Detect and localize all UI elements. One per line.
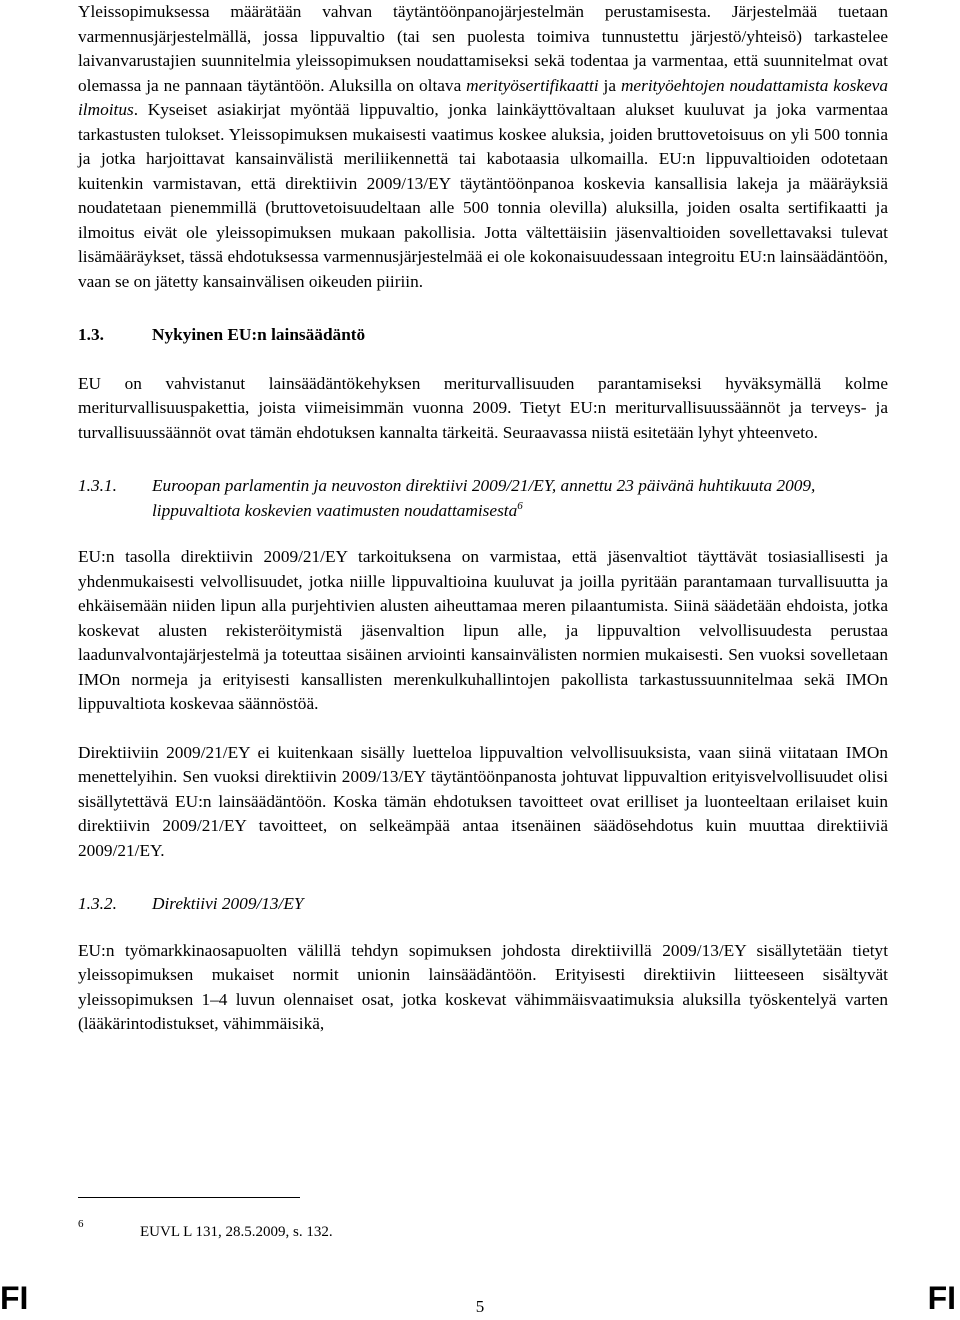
footnote [78,1218,333,1241]
intro-text-a: Yleissopimuksessa määrätään vahvan täytäntöönpanojärjestelmän perustamisesta. Järjestelmää tuetaan varmennusjärjestelmällä, jossa lippuvaltio (tai sen puolesta toimiva tunnustettu järjestö/yhteisö) tarkastelee laivanvarustajien suunnitelmia yleissopimuksen noudattamiseksi sekä todentaa ja varmentaa, että suunnitelmat ovat olemassa ja ne pannaan täytäntöön. Aluksilla on oltava [78,2,888,95]
intro-paragraph [78,0,888,294]
document-page [78,0,888,1037]
section-1-3-2-number: 1.3.2. [78,894,117,913]
section-1-3-1-paragraph-1: EU:n tasolla direktiivin 2009/21/EY tarkoituksena on varmistaa, että jäsenvaltiot täyttävät tosiasiallisesti ja yhdenmukaisesti velvollisuudet, jotka niille lippuvaltioina kuuluvat ja joilla pyritään parantamaan turvallisuutta ja ehkäisemään niiden lipun alla purjehtivien alusten aiheuttamaa meren pilaantumista. Siinä säädetään ehdoista, jotka koskevat alusten rekisteröitymistä jäsenvaltion lipun alle, ja lippuvaltion velvollisuudesta perustaa laadunvalvontajärjestelmä ja toteuttaa sisäinen arviointi kansainvälisten normien mukaisesti. Sen vuoksi sovelletaan IMOn normeja ja erityisesti kansallisten merenkulkuhallintojen pakollista tarkastussuunnitelmaa sekä IMOn lippuvaltiota koskevaa säännöstöä. [78,547,888,713]
section-1-3-1-heading [78,474,888,523]
section-1-3-1-number: 1.3.1. [78,476,117,495]
section-1-3-title: Nykyinen EU:n lainsäädäntö [152,325,366,344]
language-code-left: FI [0,1280,29,1316]
footnote-divider [78,1197,300,1198]
language-code-right: FI [927,1280,956,1316]
section-1-3-body: EU on vahvistanut lainsäädäntökehyksen meriturvallisuuden parantamiseksi hyväksymällä kolme meriturvallisuuspakettia, joista viimeisimmän vuonna 2009. Tietyt EU:n meriturvallisuussäännöt ja terveys- ja turvallisuussäännöt ovat tämän ehdotuksen kannalta tärkeitä. Seuraavassa niistä esitetään lyhyt yhteenveto. [78,373,888,442]
section-1-3-2-paragraph-1: EU:n työmarkkinaosapuolten välillä tehdyn sopimuksen johdosta direktiivillä 2009/13/EY sisällytetään tietyt yleissopimuksen mukaiset normit unionin lainsäädäntöön. Erityisesti direktiivin liitteeseen sisältyvät yleissopimuksen 1–4 luvun olennaiset osat, jotka koskevat vähimmäisvaatimuksia aluksilla työskentelyä varten (lääkärintodistukset, vähimmäisikä, [78,940,888,1033]
footnote-number: 6 [78,1218,84,1230]
section-1-3-1-title: Euroopan parlamentin ja neuvoston direktiivi 2009/21/EY, annettu 23 päivänä huhtikuuta 2009, lippuvaltiota koskevien vaatimusten noudattamisesta [152,476,816,520]
section-1-3-heading [78,323,888,348]
footnote-reference[interactable]: 6 [517,499,523,512]
intro-text-c: . Kyseiset asiakirjat myöntää lippuvaltio, jonka lainkäyttövaltaan alukset kuuluvat ja joka varmentaa tarkastusten tulokset. Yleissopimuksen mukaisesti vaatimus koskee aluksia, joiden bruttovetoisuus on yli 500 tonnia ja jotka harjoittavat kansainvälistä meriliikennettä tai kabotaasia ulkomailla. EU:n lippuvaltioiden odotetaan kuitenkin varmistavan, että direktiivin 2009/13/EY täytäntöönpanoa koskevia kansallisia lakeja ja määräyksiä noudatetaan pienemmillä (bruttovetoisuudeltaan alle 500 tonnia olevilla) aluksilla, joiden osalta sertifikaatti ja ilmoitus eivät ole yleissopimuksen mukaan pakollisia. Jotta vältettäisiin jäsenvaltioiden sovellettavaksi tulevat lisämääräykset, tässä ehdotuksessa varmennusjärjestelmää ei ole kokonaisuudessaan integroitu EU:n lainsäädäntöön, vaan se on jätetty kansainvälisen oikeuden piiriin. [78,100,888,291]
page-number: 5 [475,1297,485,1316]
section-1-3-2-heading [78,892,888,917]
section-1-3-1-paragraph-2: Direktiiviin 2009/21/EY ei kuitenkaan sisälly luetteloa lippuvaltion velvollisuuksista, vaan siinä viitataan IMOn menettelyihin. Sen vuoksi direktiivin 2009/13/EY täytäntöönpanosta johtuvat lippuvaltion erityisvelvollisuudet olisi sisällytettävä EU:n lainsäädäntöön. Koska tämän ehdotuksen tavoitteet ovat erilliset ja luonteeltaan erilaiset kuin direktiivin 2009/21/EY tavoitteet, on selkeämpää antaa itsenäinen säädösehdotus kuin muuttaa direktiiviä 2009/21/EY. [78,742,888,860]
footnote-text: EUVL L 131, 28.5.2009, s. 132. [140,1224,333,1240]
section-1-3-2-title: Direktiivi 2009/13/EY [152,894,304,913]
section-1-3-1-title-wrap [152,474,888,523]
section-1-3-number: 1.3. [78,325,104,344]
intro-text-b: ja [598,75,621,95]
intro-emphasis-certificate: merityösertifikaatti [466,75,599,95]
intro-emphasis-declaration: merityöehtojen noudattamista koskeva ilmoitus [78,75,888,119]
